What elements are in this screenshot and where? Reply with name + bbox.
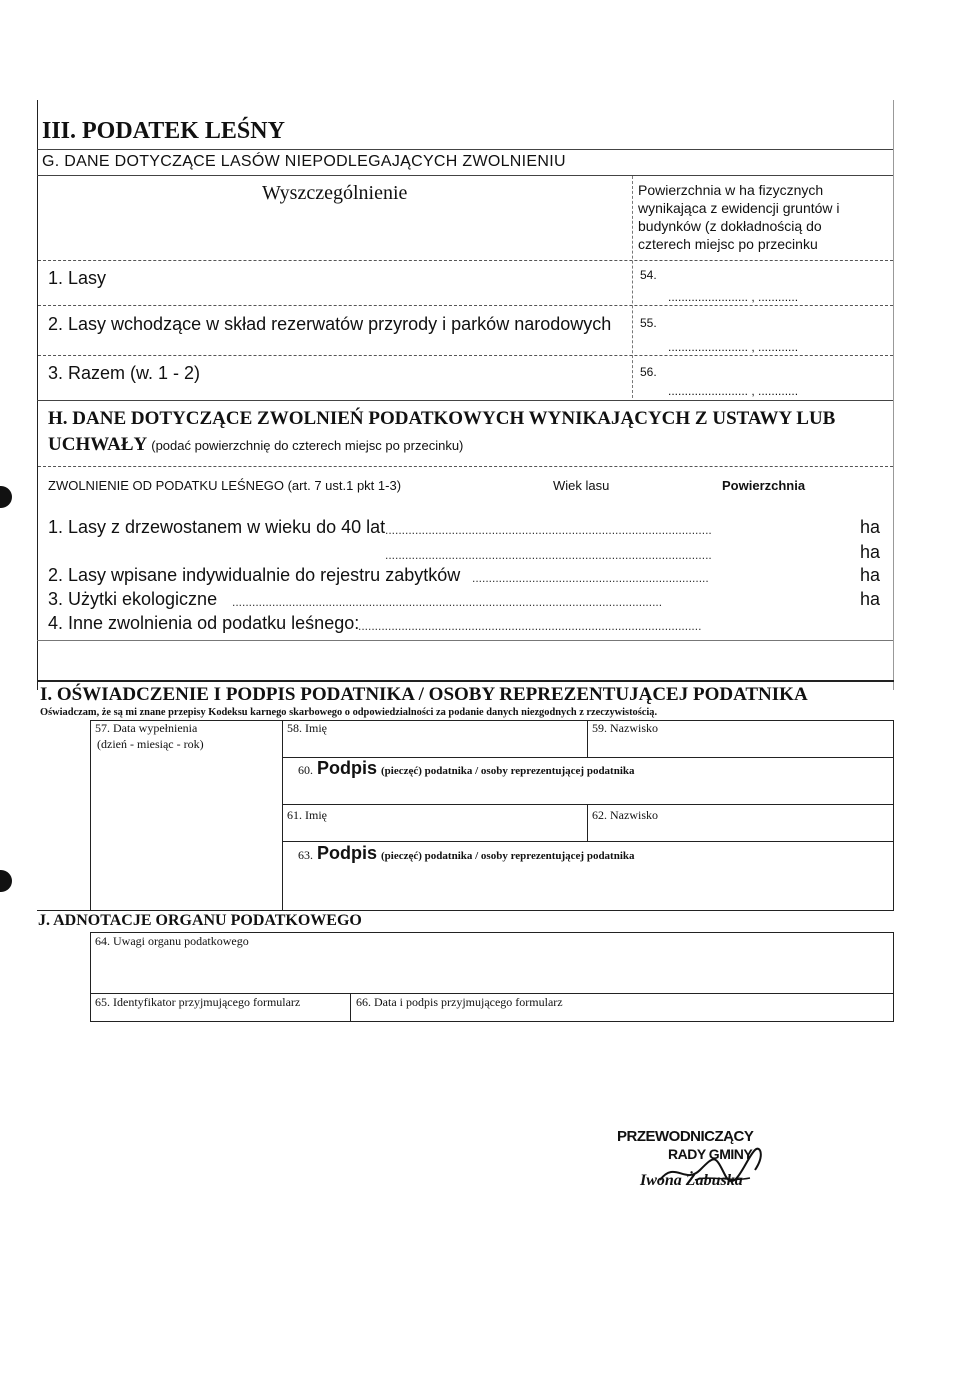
field-66-label[interactable]: 66. Data i podpis przyjmującego formularz [356, 995, 563, 1009]
field-54-value[interactable]: ........................ , ............ [668, 290, 799, 304]
forest-age-header: Wiek lasu [553, 478, 610, 493]
row-label-razem: 3. Razem (w. 1 - 2) [48, 363, 201, 383]
divider [282, 841, 894, 842]
field-62-label[interactable]: 62. Nazwisko [592, 808, 658, 822]
spec-column-header: Wyszczególnienie [262, 182, 408, 204]
exemption-header-note: (art. 7 ust.1 pkt 1-3) [287, 478, 402, 493]
row-divider [38, 260, 893, 261]
section-h-title-note: (podać powierzchnię do czterech miejsc po przecinku) [151, 438, 464, 453]
area-header-line: Powierzchnia w ha fizycznych [638, 182, 824, 198]
field-63-number: 63. [298, 848, 313, 862]
section-h-title: H. DANE DOTYCZĄCE ZWOLNIEŃ PODATKOWYCH WYNIKAJĄCYCH Z USTAWY LUB [48, 408, 836, 429]
field-63-podpis: Podpis [317, 843, 378, 863]
divider [37, 149, 893, 150]
section-i-top-border [37, 680, 894, 682]
unit-ha: ha [860, 565, 881, 585]
dotted-fill[interactable]: .................................................................................................. [385, 548, 712, 562]
field-54-number: 54. [640, 268, 657, 282]
divider [587, 720, 588, 758]
exemption-item-1: 1. Lasy z drzewostanem w wieku do 40 lat [48, 517, 386, 537]
dotted-fill[interactable]: ....................................................................................................... [358, 619, 702, 633]
field-55-value[interactable]: ........................ , ............ [668, 340, 799, 354]
field-65-label[interactable]: 65. Identyfikator przyjmującego formularz [95, 995, 301, 1009]
section-iii-title: III. PODATEK LEŚNY [42, 118, 285, 144]
dotted-fill[interactable]: ................................................................................................................................. [232, 595, 663, 609]
section-h-title-uchwaly: UCHWAŁY [48, 434, 148, 455]
row-label-rezerwaty: 2. Lasy wchodzące w skład rezerwatów przyrody i parków narodowych [48, 314, 612, 334]
dotted-fill[interactable]: .................................................................................................. [385, 523, 712, 537]
row-label-lasy: 1. Lasy [48, 268, 107, 288]
area-header-line: budynków (z dokładnością do [638, 218, 822, 234]
section-h-title-line2 [48, 434, 463, 456]
field-56-number: 56. [640, 365, 657, 379]
divider [282, 804, 894, 805]
left-border [37, 100, 38, 690]
field-61-label[interactable]: 61. Imię [287, 808, 327, 822]
unit-ha: ha [860, 542, 881, 562]
signature-box [90, 720, 894, 910]
divider [37, 400, 893, 401]
stamp-name: Iwona Żabuska [640, 1172, 743, 1189]
unit-ha: ha [860, 589, 881, 609]
dotted-fill[interactable]: ....................................................................... [472, 571, 709, 585]
unit-ha: ha [860, 517, 881, 537]
field-57-label: 57. Data wypełnienia [95, 721, 198, 735]
area-header-line: wynikająca z ewidencji gruntów i [638, 200, 840, 216]
row-divider [38, 305, 893, 306]
handwritten-signature [655, 1140, 775, 1195]
divider [282, 804, 283, 910]
divider [37, 640, 893, 641]
field-60-podpis: Podpis [317, 758, 378, 778]
field-57-hint: (dzień - miesiąc - rok) [97, 737, 204, 751]
exemption-item-4: 4. Inne zwolnienia od podatku leśnego: [48, 613, 360, 633]
exemption-header [48, 478, 401, 493]
field-60-number: 60. [298, 763, 313, 777]
stamp-subtitle: RADY GMINY [668, 1146, 753, 1162]
area-column-header [638, 181, 840, 253]
stamp-title: PRZEWODNICZĄCY [617, 1128, 754, 1145]
divider [282, 720, 283, 758]
field-59-label[interactable]: 59. Nazwisko [592, 721, 658, 735]
field-63-label[interactable] [298, 843, 635, 864]
divider [282, 757, 283, 805]
punch-hole [0, 870, 12, 892]
row-divider [38, 466, 893, 467]
field-55-number: 55. [640, 316, 657, 330]
divider [37, 175, 893, 176]
area-header-line: czterech miejsc po przecinku [638, 236, 818, 252]
field-60-note: (pieczęć) podatnika / osoby reprezentującej podatnika [381, 765, 635, 777]
row-divider [38, 355, 893, 356]
section-i-statement: Oświadczam, że są mi znane przepisy Kodeksu karnego skarbowego o odpowiedzialności za podanie danych niezgodnych z rzeczywistością. [40, 707, 658, 718]
right-border [893, 100, 894, 690]
field-60-label[interactable] [298, 758, 635, 779]
area-header: Powierzchnia [722, 478, 806, 493]
section-i-title: I. OŚWIADCZENIE I PODPIS PODATNIKA / OSOBY REPREZENTUJĄCEJ PODATNIKA [40, 684, 808, 705]
field-63-note: (pieczęć) podatnika / osoby reprezentującej podatnika [381, 850, 635, 862]
column-divider [632, 176, 633, 398]
divider [90, 993, 894, 994]
exemption-header-label: ZWOLNIENIE OD PODATKU LEŚNEGO [48, 478, 284, 493]
divider [350, 993, 351, 1022]
divider [587, 804, 588, 842]
field-56-value[interactable]: ........................ , ............ [668, 384, 799, 398]
section-g-title: G. DANE DOTYCZĄCE LASÓW NIEPODLEGAJĄCYCH ZWOLNIENIU [42, 153, 566, 170]
section-j-top-border [37, 910, 894, 911]
exemption-item-3: 3. Użytki ekologiczne [48, 589, 218, 609]
field-58-label[interactable]: 58. Imię [287, 721, 327, 735]
punch-hole [0, 486, 12, 508]
field-64-label: 64. Uwagi organu podatkowego [95, 934, 249, 948]
section-j-title: J. ADNOTACJE ORGANU PODATKOWEGO [38, 912, 362, 929]
exemption-item-2: 2. Lasy wpisane indywidualnie do rejestru zabytków [48, 565, 461, 585]
